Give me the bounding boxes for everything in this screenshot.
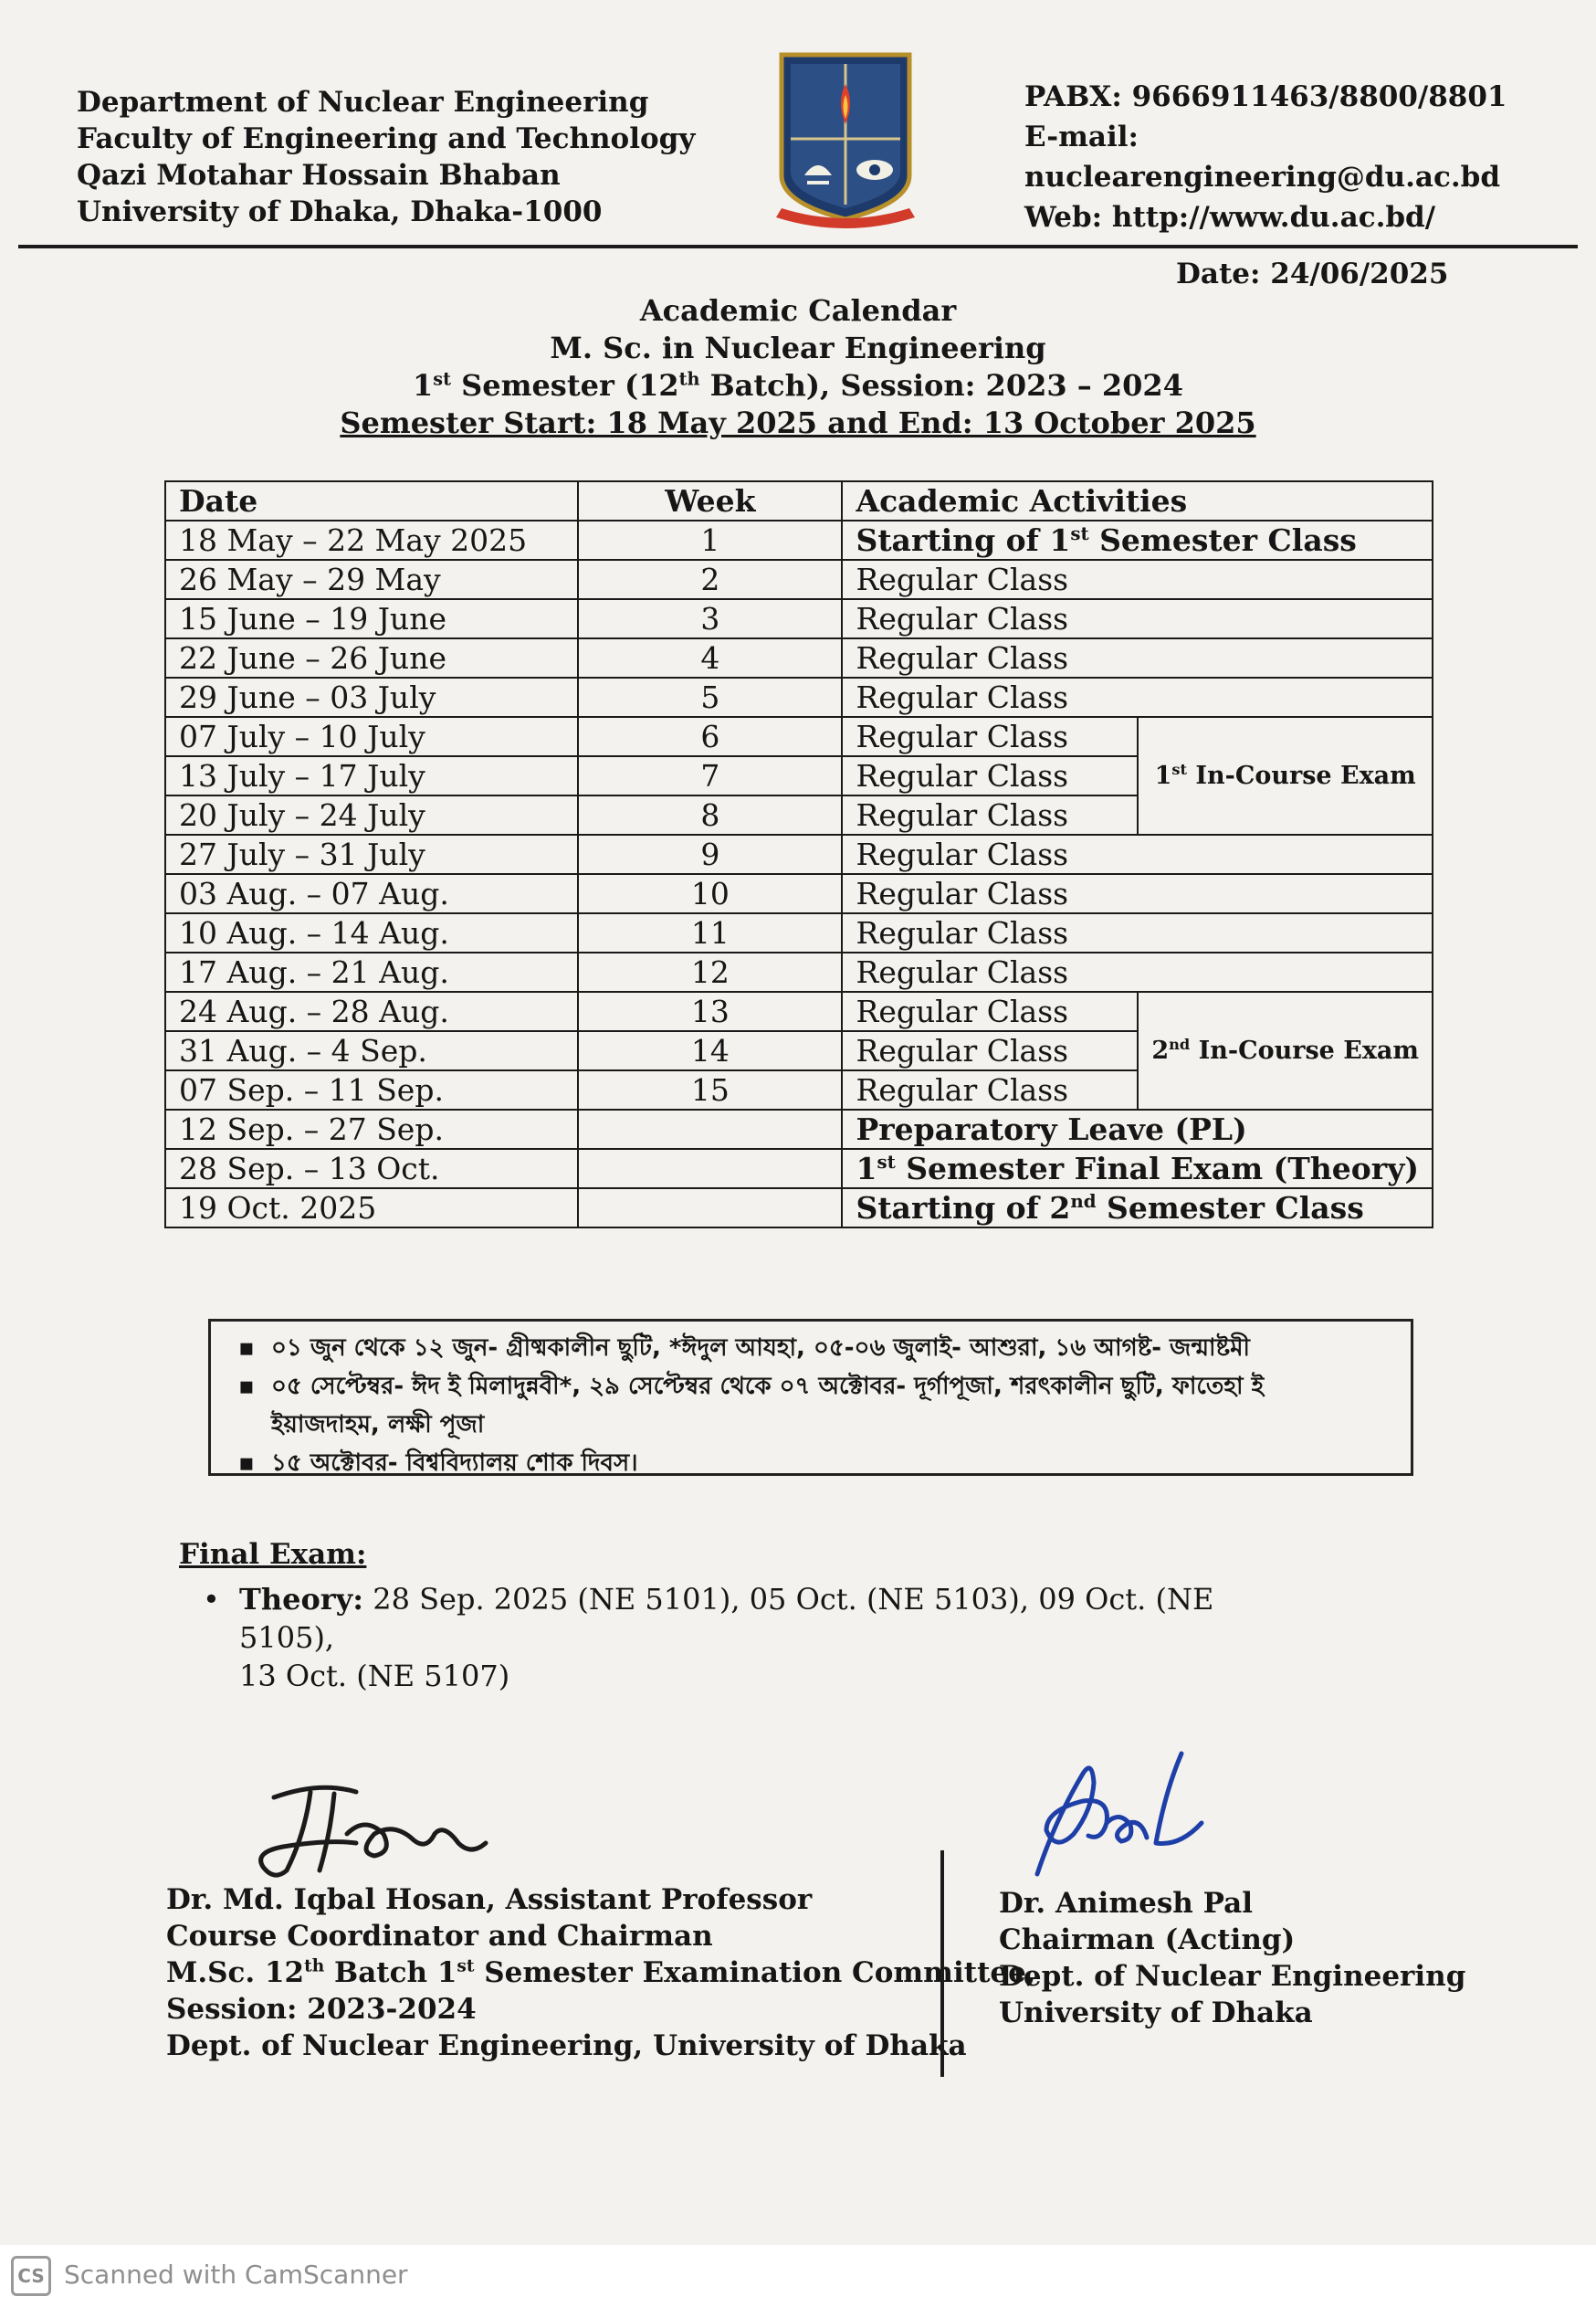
row-date: 19 Oct. 2025 bbox=[165, 1188, 578, 1227]
activity-part: 1 bbox=[856, 1150, 877, 1186]
signature-divider bbox=[940, 1850, 944, 2077]
dept-line-1: Department of Nuclear Engineering bbox=[77, 86, 649, 119]
sem-end: Batch), Session: 2023 – 2024 bbox=[699, 368, 1183, 403]
row-week: 8 bbox=[578, 795, 842, 835]
web-line: Web: http://www.du.ac.bd/ bbox=[1024, 201, 1436, 234]
table-row bbox=[165, 1149, 1433, 1188]
row-week: 3 bbox=[578, 599, 842, 638]
semester-dates bbox=[0, 405, 1596, 442]
bullet-icon: • bbox=[203, 1582, 220, 1617]
row-week: 11 bbox=[578, 913, 842, 953]
row-activity: Regular Class bbox=[842, 756, 1138, 795]
row-activity: Regular Class bbox=[842, 795, 1138, 835]
row-activity: Regular Class bbox=[842, 560, 1433, 599]
row-week: 1 bbox=[578, 521, 842, 560]
activity-part: Semester Class bbox=[1088, 521, 1357, 558]
theory-dates: 28 Sep. 2025 (NE 5101), 05 Oct. (NE 5103), 09 Oct. (NE 5105), bbox=[239, 1582, 1214, 1655]
holiday-text-continued: ইয়াজদাহম, লক্ষী পূজা bbox=[271, 1411, 485, 1438]
row-week: 5 bbox=[578, 678, 842, 717]
right-signatory bbox=[999, 1885, 1465, 2031]
row-activity: Regular Class bbox=[842, 992, 1138, 1031]
row-date: 12 Sep. – 27 Sep. bbox=[165, 1110, 578, 1149]
bullet-icon: ▪ bbox=[238, 1373, 255, 1400]
left-signature-icon bbox=[247, 1779, 493, 1889]
sem-num: 1 bbox=[413, 368, 434, 403]
row-activity: Regular Class bbox=[842, 717, 1138, 756]
table-header-row bbox=[165, 481, 1433, 521]
academic-schedule-table bbox=[164, 480, 1433, 1228]
table-row bbox=[165, 1110, 1433, 1149]
row-activity: Regular Class bbox=[842, 913, 1433, 953]
left-sign-name: Dr. Md. Iqbal Hosan, Assistant Professor bbox=[166, 1883, 813, 1916]
holiday-notes-box bbox=[208, 1319, 1413, 1476]
table-row bbox=[165, 953, 1433, 992]
program-title: M. Sc. in Nuclear Engineering bbox=[550, 331, 1046, 365]
table-row bbox=[165, 717, 1433, 756]
row-date: 29 June – 03 July bbox=[165, 678, 578, 717]
header-divider bbox=[18, 245, 1578, 248]
row-week: 12 bbox=[578, 953, 842, 992]
activity-sup: st bbox=[877, 1150, 896, 1173]
row-activity: Regular Class bbox=[842, 874, 1433, 913]
row-activity bbox=[842, 521, 1433, 560]
right-sign-line3: Dept. of Nuclear Engineering bbox=[999, 1960, 1466, 1993]
dept-line-3: Qazi Motahar Hossain Bhaban bbox=[77, 159, 561, 192]
table-row bbox=[165, 599, 1433, 638]
row-week bbox=[578, 1188, 842, 1227]
row-date: 26 May – 29 May bbox=[165, 560, 578, 599]
camscanner-logo-icon: CS bbox=[11, 2256, 51, 2296]
row-week: 4 bbox=[578, 638, 842, 678]
theory-line-1 bbox=[203, 1580, 1298, 1657]
right-sign-line2: Chairman (Acting) bbox=[999, 1923, 1296, 1956]
first-in-course-exam bbox=[1138, 717, 1433, 835]
row-date: 15 June – 19 June bbox=[165, 599, 578, 638]
exam-label: In-Course Exam bbox=[1190, 1036, 1419, 1065]
row-date: 07 Sep. – 11 Sep. bbox=[165, 1070, 578, 1110]
activity-sup: nd bbox=[1070, 1189, 1097, 1212]
table-row bbox=[165, 560, 1433, 599]
department-address bbox=[77, 84, 695, 230]
sem-mid: Semester (12 bbox=[450, 368, 679, 403]
row-week: 14 bbox=[578, 1031, 842, 1070]
sign-sup: th bbox=[304, 1956, 325, 1976]
table-row bbox=[165, 835, 1433, 874]
theory-label: Theory: bbox=[239, 1582, 364, 1617]
header-date: Date bbox=[165, 481, 578, 521]
holiday-text: ১৫ অক্টোবর- বিশ্ববিদ্যালয় শোক দিবস। bbox=[271, 1449, 638, 1477]
document-date: Date: 24/06/2025 bbox=[1176, 258, 1449, 290]
left-signatory bbox=[166, 1881, 1036, 2064]
row-activity: Regular Class bbox=[842, 599, 1433, 638]
holiday-item bbox=[238, 1444, 1383, 1482]
row-date: 27 July – 31 July bbox=[165, 835, 578, 874]
row-week: 9 bbox=[578, 835, 842, 874]
exam-label: In-Course Exam bbox=[1186, 761, 1416, 790]
row-activity: Preparatory Leave (PL) bbox=[842, 1110, 1433, 1149]
calendar-title: Academic Calendar bbox=[639, 293, 957, 328]
row-date: 13 July – 17 July bbox=[165, 756, 578, 795]
row-activity: Regular Class bbox=[842, 638, 1433, 678]
activity-part: Starting of 1 bbox=[856, 521, 1071, 558]
exam-sup: nd bbox=[1169, 1035, 1191, 1053]
exam-num: 1 bbox=[1154, 761, 1172, 790]
pabx-line: PABX: 9666911463/8800/8801 bbox=[1024, 80, 1507, 113]
row-week bbox=[578, 1149, 842, 1188]
bullet-icon: ▪ bbox=[238, 1449, 255, 1477]
exam-num: 2 bbox=[1151, 1036, 1170, 1065]
table-row bbox=[165, 638, 1433, 678]
header-activities: Academic Activities bbox=[842, 481, 1433, 521]
contact-block bbox=[1024, 77, 1596, 237]
row-date: 07 July – 10 July bbox=[165, 717, 578, 756]
row-week: 13 bbox=[578, 992, 842, 1031]
row-activity: Regular Class bbox=[842, 953, 1433, 992]
left-sign-line3 bbox=[166, 1954, 1036, 1991]
second-in-course-exam bbox=[1138, 992, 1433, 1110]
sign-part: Batch 1 bbox=[324, 1956, 457, 1989]
left-sign-line4: Session: 2023-2024 bbox=[166, 1993, 477, 2026]
table-row bbox=[165, 1188, 1433, 1227]
table-row bbox=[165, 521, 1433, 560]
final-exam-theory bbox=[203, 1580, 1298, 1695]
table-row bbox=[165, 874, 1433, 913]
row-week: 6 bbox=[578, 717, 842, 756]
row-activity: Regular Class bbox=[842, 1070, 1138, 1110]
row-date: 28 Sep. – 13 Oct. bbox=[165, 1149, 578, 1188]
holiday-item bbox=[238, 1367, 1383, 1406]
sign-part: Semester Examination Committee, bbox=[474, 1956, 1036, 1989]
final-exam-heading: Final Exam: bbox=[179, 1538, 367, 1571]
sign-sup: st bbox=[457, 1956, 475, 1976]
activity-part: Starting of 2 bbox=[856, 1189, 1071, 1226]
activity-part: Semester Class bbox=[1096, 1189, 1364, 1226]
row-date: 03 Aug. – 07 Aug. bbox=[165, 874, 578, 913]
dept-line-2: Faculty of Engineering and Technology bbox=[77, 122, 696, 155]
row-week bbox=[578, 1110, 842, 1149]
row-activity: Regular Class bbox=[842, 678, 1433, 717]
left-sign-line5: Dept. of Nuclear Engineering, University of Dhaka bbox=[166, 2029, 967, 2062]
row-activity bbox=[842, 1188, 1433, 1227]
row-date: 24 Aug. – 28 Aug. bbox=[165, 992, 578, 1031]
row-date: 31 Aug. – 4 Sep. bbox=[165, 1031, 578, 1070]
table-row bbox=[165, 678, 1433, 717]
table-row bbox=[165, 913, 1433, 953]
email-line: E-mail: nuclearengineering@du.ac.bd bbox=[1024, 121, 1501, 194]
scanner-watermark-text: Scanned with CamScanner bbox=[64, 2260, 408, 2290]
right-signature-icon bbox=[1019, 1746, 1220, 1892]
holiday-text: ০৫ সেপ্টেম্বর- ঈদ ই মিলাদুন্নবী*, ২৯ সেপ্টেম্বর থেকে ০৭ অক্টোবর- দূর্গাপূজা, শরৎকালীন ছুটি, ফাতেহা ই bbox=[271, 1373, 1265, 1400]
row-week: 7 bbox=[578, 756, 842, 795]
activity-sup: st bbox=[1070, 521, 1089, 544]
table-row bbox=[165, 992, 1433, 1031]
holiday-item bbox=[238, 1329, 1383, 1367]
right-sign-name: Dr. Animesh Pal bbox=[999, 1887, 1253, 1920]
row-activity: Regular Class bbox=[842, 1031, 1138, 1070]
theory-line-2: 13 Oct. (NE 5107) bbox=[239, 1659, 510, 1693]
activity-part: Semester Final Exam (Theory) bbox=[895, 1150, 1419, 1186]
row-date: 18 May – 22 May 2025 bbox=[165, 521, 578, 560]
row-date: 20 July – 24 July bbox=[165, 795, 578, 835]
dept-line-4: University of Dhaka, Dhaka-1000 bbox=[77, 195, 603, 228]
semester-title bbox=[0, 367, 1596, 405]
header-week: Week bbox=[578, 481, 842, 521]
row-week: 10 bbox=[578, 874, 842, 913]
row-date: 10 Aug. – 14 Aug. bbox=[165, 913, 578, 953]
holiday-text: ০১ জুন থেকে ১২ জুন- গ্রীষ্মকালীন ছুটি, *ঈদুল আযহা, ০৫-০৬ জুলাই- আশুরা, ১৬ আগষ্ট- জন্মাষ্টমী bbox=[271, 1334, 1250, 1362]
exam-sup: st bbox=[1171, 760, 1187, 778]
university-seal-logo bbox=[763, 47, 928, 239]
row-week: 2 bbox=[578, 560, 842, 599]
right-sign-line4: University of Dhaka bbox=[999, 1996, 1313, 2029]
bullet-icon: ▪ bbox=[238, 1334, 255, 1362]
sign-part: M.Sc. 12 bbox=[166, 1956, 305, 1989]
row-week: 15 bbox=[578, 1070, 842, 1110]
row-date: 17 Aug. – 21 Aug. bbox=[165, 953, 578, 992]
left-sign-line2: Course Coordinator and Chairman bbox=[166, 1920, 713, 1953]
row-activity bbox=[842, 1149, 1433, 1188]
semester-dates-text: Semester Start: 18 May 2025 and End: 13 October 2025 bbox=[340, 406, 1256, 440]
batch-sup: th bbox=[678, 368, 700, 390]
row-date: 22 June – 26 June bbox=[165, 638, 578, 678]
row-activity: Regular Class bbox=[842, 835, 1433, 874]
sem-sup: st bbox=[433, 368, 451, 390]
